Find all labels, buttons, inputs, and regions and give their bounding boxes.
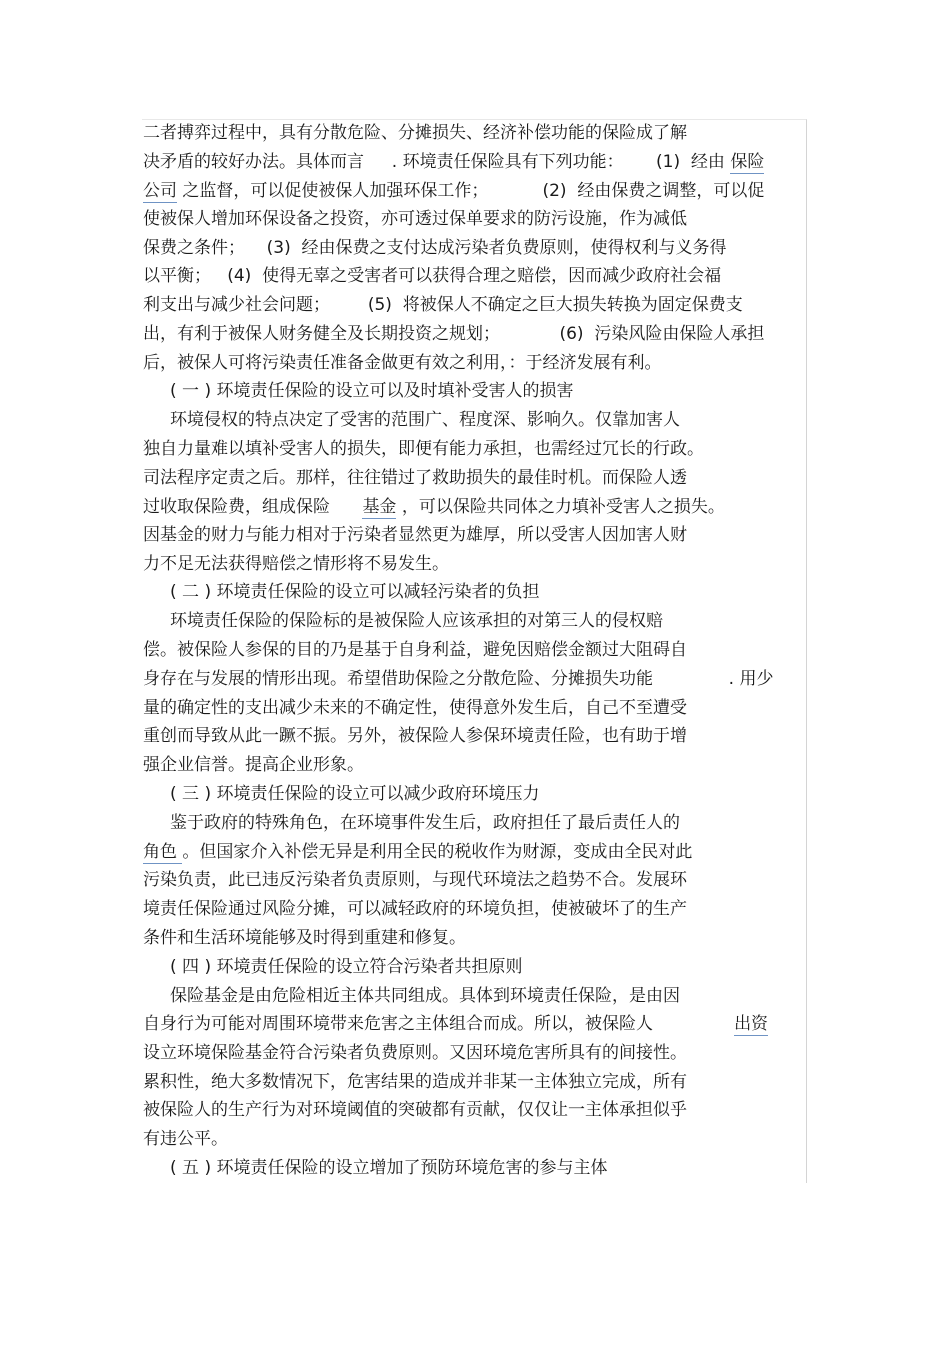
text-run: 之监督，可以促使被保人加强环保工作； bbox=[177, 181, 489, 201]
text-run: 。但国家介入补偿无异是利用全民的税收作为财源，变成由全民对此 bbox=[182, 842, 693, 862]
text-line bbox=[143, 550, 449, 578]
text-run: 环境侵权的特点决定了受害的范围广、程度深、影响久。仅靠加害人 bbox=[143, 410, 681, 430]
text-run: 境责任保险通过风险分摊，可以减轻政府的环境负担，使被破坏了的生产 bbox=[143, 899, 687, 919]
section-heading-5 bbox=[143, 1154, 608, 1182]
text-run: 设立环境保险基金符合污染者负费原则。又因环境危害所具有的间接性。 bbox=[143, 1043, 687, 1063]
text-line bbox=[143, 291, 743, 319]
text-run bbox=[653, 1014, 734, 1034]
text-run: 量的确定性的支出减少未来的不确定性，使得意外发生后，自己不至遭受 bbox=[143, 698, 687, 718]
text-run: . 用少 bbox=[653, 669, 774, 689]
text-run bbox=[330, 497, 362, 517]
text-run: ( 四 ) 环境责任保险的设立符合污染者共担原则 bbox=[143, 957, 523, 977]
text-run: 鉴于政府的特殊角色，在环境事件发生后，政府担任了最后责任人的 bbox=[143, 813, 681, 833]
text-run: 独自力量难以填补受害人的损失，即便有能力承担，也需经过冗长的行政。 bbox=[143, 439, 704, 459]
text-line bbox=[143, 895, 687, 923]
text-run: (1) 经由 bbox=[623, 152, 731, 172]
text-line bbox=[143, 349, 662, 377]
text-line bbox=[143, 694, 687, 722]
text-line bbox=[143, 751, 364, 779]
text-line bbox=[143, 924, 466, 952]
text-run: 偿。被保险人参保的目的乃是基于自身利益，避免因赔偿金额过大阻碍自 bbox=[143, 640, 687, 660]
text-run: 环境责任保险的保险标的是被保险人应该承担的对第三人的侵权赔 bbox=[143, 611, 664, 631]
text-run: (3) 经由保费之支付达成污染者负费原则，使得权利与义务得 bbox=[245, 238, 727, 258]
text-run: . 环境责任保险具有下列功能： bbox=[364, 152, 624, 172]
link-insurance-company[interactable]: 保险 bbox=[730, 152, 765, 172]
text-run: ，可以保险共同体之力填补受害人之损失。 bbox=[396, 497, 725, 517]
section-heading-2 bbox=[143, 578, 540, 606]
text-run: 强企业信誉。提高企业形象。 bbox=[143, 755, 364, 775]
text-run: ( 三 ) 环境责任保险的设立可以减少政府环境压力 bbox=[143, 784, 540, 804]
text-run: 污染负责，此已违反污染者负责原则，与现代环境法之趋势不合。发展环 bbox=[143, 870, 687, 890]
text-line bbox=[143, 148, 764, 176]
text-run: 利支出与减少社会问题； bbox=[143, 295, 330, 315]
text-line bbox=[143, 406, 680, 434]
text-line bbox=[143, 809, 680, 837]
link-role[interactable]: 角色 bbox=[143, 842, 183, 862]
section-heading-4 bbox=[143, 953, 523, 981]
section-heading-1 bbox=[143, 377, 574, 405]
text-line bbox=[143, 320, 764, 348]
text-run: (6) 污染风险由保险人承担 bbox=[500, 324, 765, 344]
text-run: 累积性，绝大多数情况下，危害结果的造成并非某一主体独立完成，所有 bbox=[143, 1072, 687, 1092]
text-line bbox=[143, 262, 721, 290]
text-line bbox=[143, 234, 727, 262]
text-run: 后，被保人可将污染责任准备金做更有效之利用，：于经济发展有利。 bbox=[143, 353, 662, 373]
text-line bbox=[143, 1039, 687, 1067]
text-line bbox=[143, 435, 704, 463]
text-line bbox=[143, 1068, 687, 1096]
text-line bbox=[143, 838, 692, 866]
text-line bbox=[143, 665, 773, 693]
text-run: ( 五 ) 环境责任保险的设立增加了预防环境危害的参与主体 bbox=[143, 1158, 608, 1178]
text-run: (4) 使得无辜之受害者可以获得合理之赔偿，因而减少政府社会福 bbox=[211, 266, 722, 286]
text-line bbox=[143, 493, 725, 521]
text-run: ( 二 ) 环境责任保险的设立可以减轻污染者的负担 bbox=[143, 582, 540, 602]
link-fund[interactable]: 基金 bbox=[362, 497, 397, 517]
text-run: 有违公平。 bbox=[143, 1129, 228, 1149]
text-run: 过收取保险费，组成保险 bbox=[143, 497, 330, 517]
text-run: 出，有利于被保人财务健全及长期投资之规划； bbox=[143, 324, 500, 344]
text-run: 力不足无法获得赔偿之情形将不易发生。 bbox=[143, 554, 449, 574]
text-line bbox=[143, 607, 663, 635]
text-run: 决矛盾的较好办法。具体而言 bbox=[143, 152, 364, 172]
text-line bbox=[143, 722, 687, 750]
text-line bbox=[143, 464, 687, 492]
link-investment[interactable]: 出资 bbox=[734, 1014, 769, 1034]
text-run: 重创而导致从此一蹶不振。另外，被保险人参保环境责任险，也有助于增 bbox=[143, 726, 687, 746]
section-heading-3 bbox=[143, 780, 540, 808]
text-run: 以平衡； bbox=[143, 266, 211, 286]
text-run: 保费之条件； bbox=[143, 238, 245, 258]
text-line bbox=[143, 1096, 687, 1124]
text-run: 身存在与发展的情形出现。希望借助保险之分散危险、分摊损失功能 bbox=[143, 669, 653, 689]
text-run: 条件和生活环境能够及时得到重建和修复。 bbox=[143, 928, 466, 948]
text-run: 自身行为可能对周围环境带来危害之主体组合而成。所以，被保险人 bbox=[143, 1014, 653, 1034]
text-run: 二者搏弈过程中，具有分散危险、分摊损失、经济补偿功能的保险成了解 bbox=[143, 123, 687, 143]
text-line bbox=[143, 119, 687, 147]
text-run: 被保险人的生产行为对环境阈值的突破都有贡献，仅仅让一主体承担似乎 bbox=[143, 1100, 687, 1120]
text-line bbox=[143, 1010, 768, 1038]
text-run: 因基金的财力与能力相对于污染者显然更为雄厚，所以受害人因加害人财 bbox=[143, 525, 687, 545]
text-line bbox=[143, 205, 687, 233]
text-run: (5) 将被保人不确定之巨大损失转换为固定保费支 bbox=[330, 295, 743, 315]
text-line bbox=[143, 521, 687, 549]
text-run: 保险基金是由危险相近主体共同组成。具体到环境责任保险，是由因 bbox=[143, 986, 681, 1006]
text-run: ( 一 ) 环境责任保险的设立可以及时填补受害人的损害 bbox=[143, 381, 574, 401]
text-run: 司法程序定责之后。那样，往往错过了救助损失的最佳时机。而保险人透 bbox=[143, 468, 687, 488]
text-run: 使被保人增加环保设备之投资，亦可透过保单要求的防污设施，作为减低 bbox=[143, 209, 687, 229]
text-line bbox=[143, 866, 687, 894]
text-run: (2) 经由保费之调整，可以促 bbox=[488, 181, 765, 201]
text-line bbox=[143, 982, 680, 1010]
text-line bbox=[143, 177, 764, 205]
text-line bbox=[143, 1125, 228, 1153]
text-line bbox=[143, 636, 687, 664]
link-insurance-company-cont[interactable]: 公司 bbox=[143, 181, 177, 201]
